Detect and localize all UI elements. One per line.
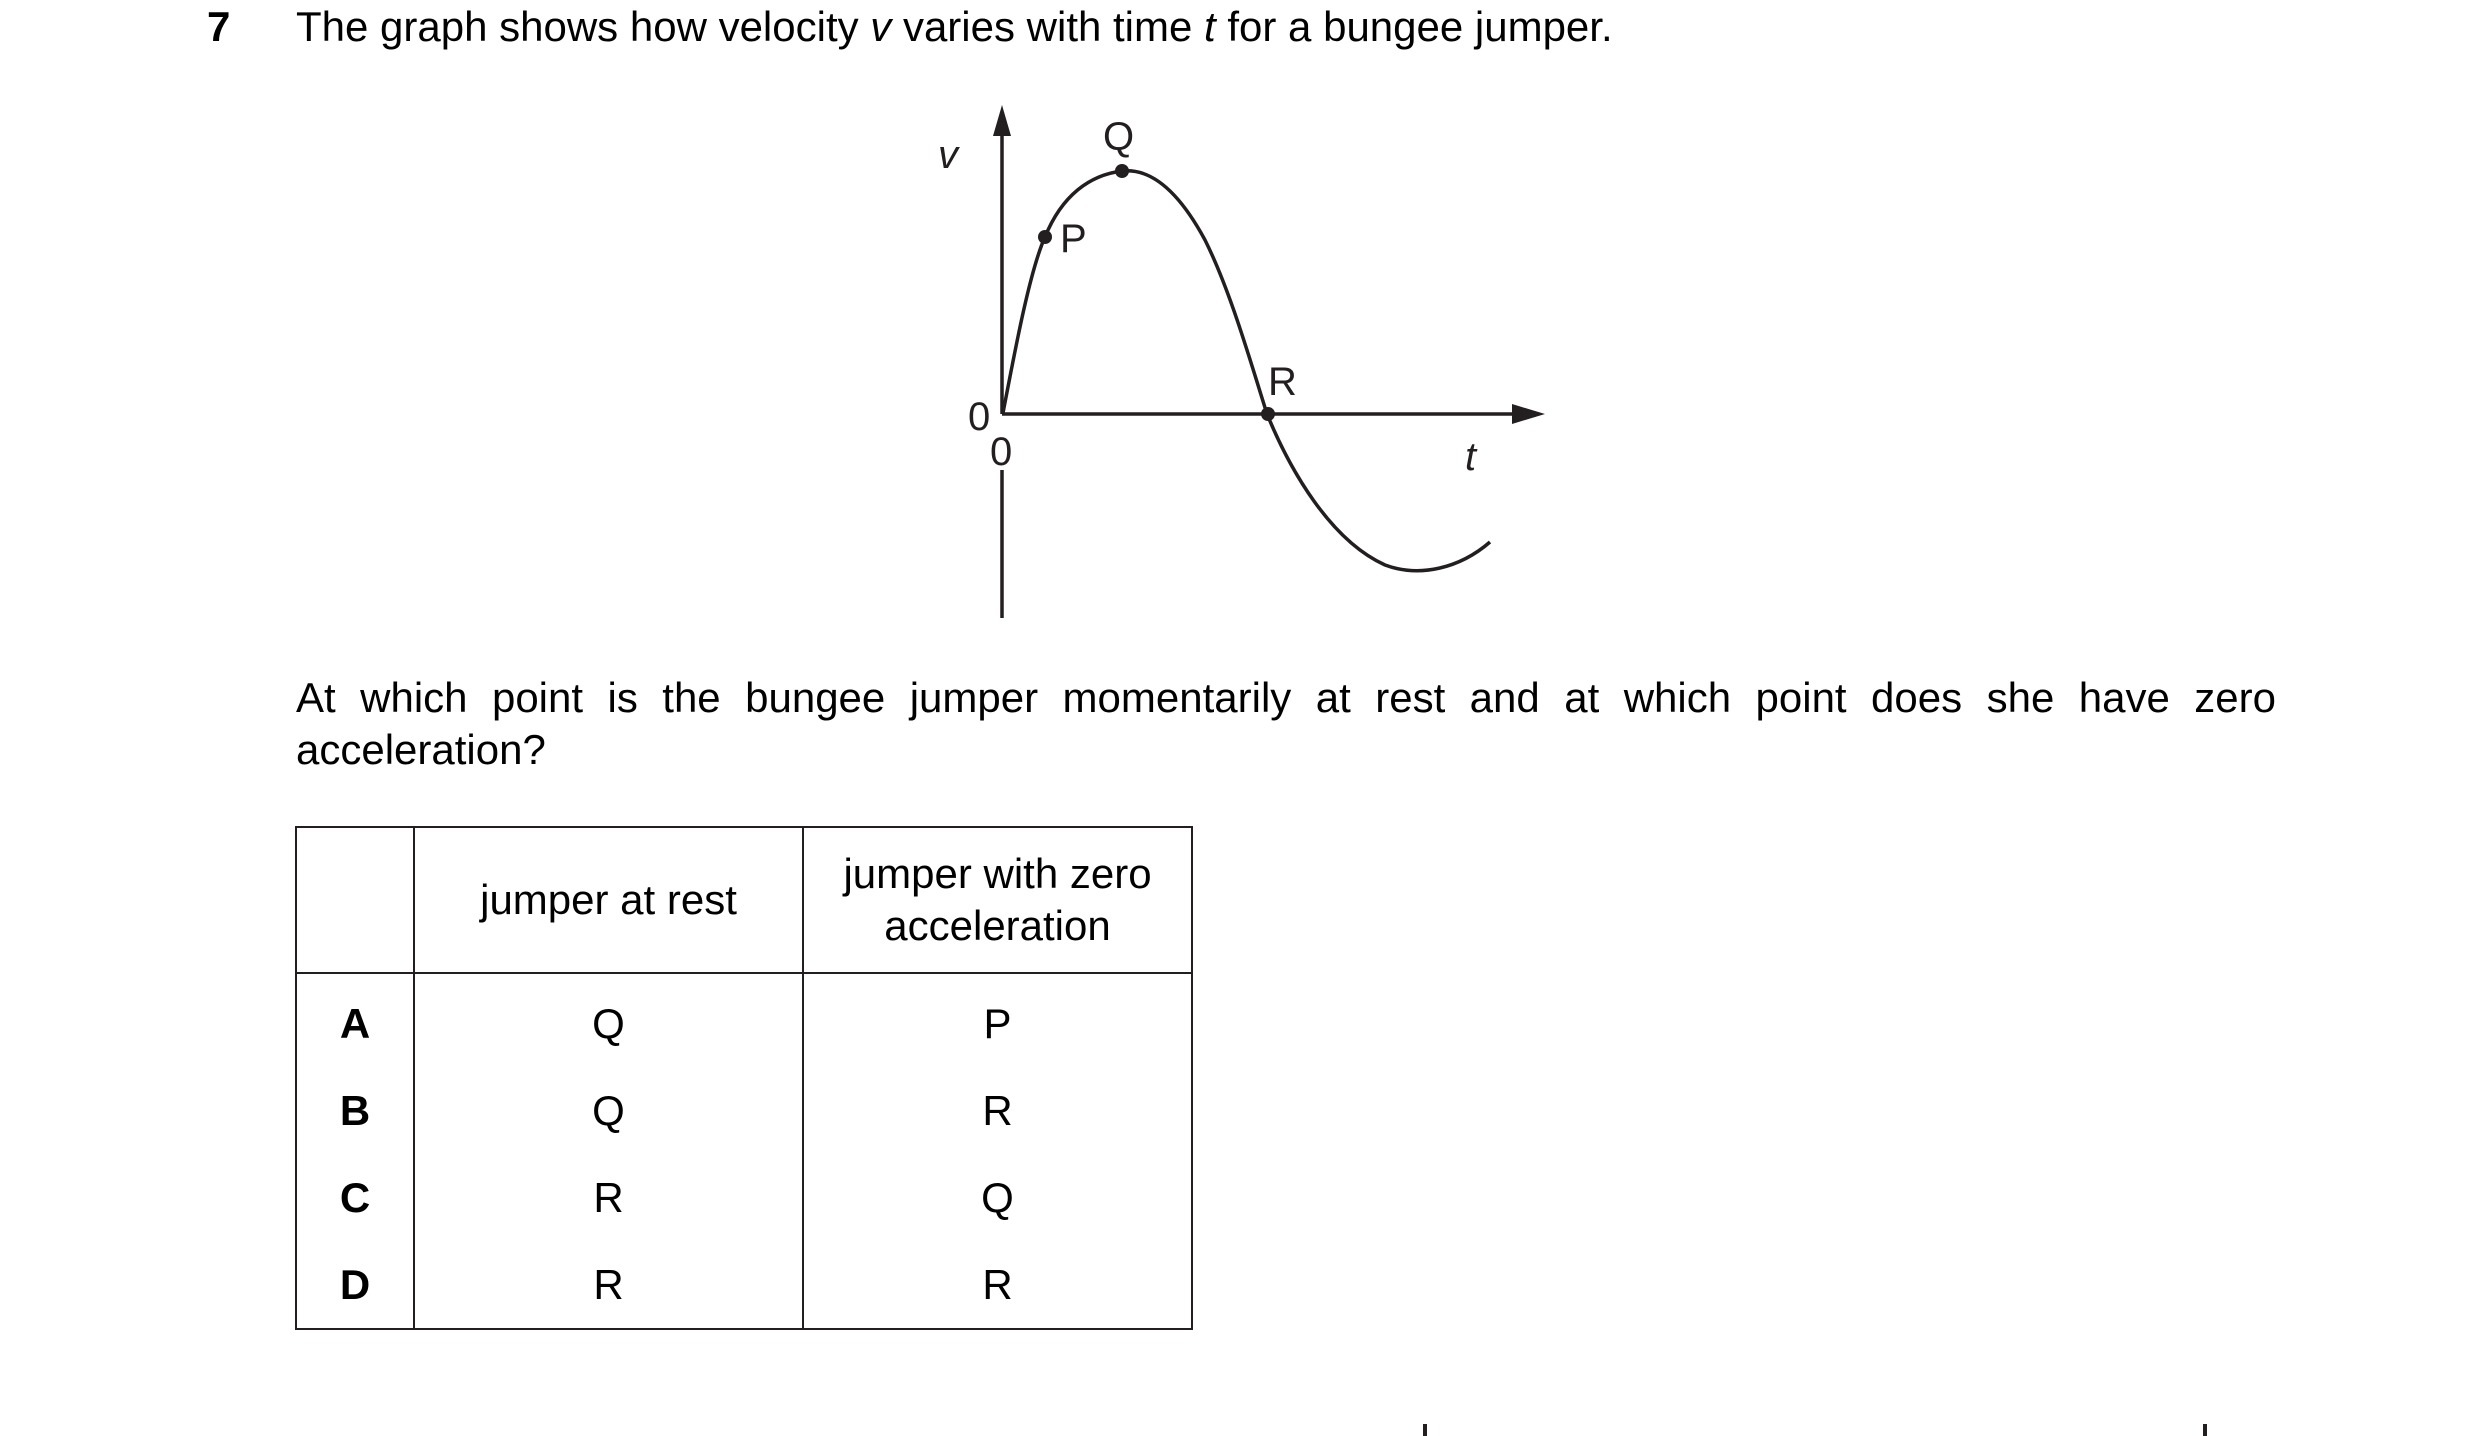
answer-table bbox=[295, 826, 1193, 1330]
x-axis-arrowhead bbox=[1512, 404, 1545, 424]
origin-label-y: 0 bbox=[968, 395, 991, 439]
option-label: D bbox=[296, 1241, 414, 1329]
zero-acceleration-cell: R bbox=[803, 1067, 1192, 1154]
page-edge-mark bbox=[2203, 1424, 2207, 1436]
zero-acceleration-cell: R bbox=[803, 1241, 1192, 1329]
stem-text-2: varies with time bbox=[891, 3, 1205, 50]
y-axis-arrowhead bbox=[993, 105, 1011, 136]
point-r bbox=[1261, 407, 1275, 421]
page-edge-mark bbox=[1423, 1424, 1427, 1436]
at-rest-cell: R bbox=[414, 1241, 803, 1329]
velocity-time-graph bbox=[930, 95, 1570, 635]
table-row bbox=[296, 973, 1192, 1067]
question-prompt: At which point is the bungee jumper momentarily at rest and at which point does she have zero acceleration? bbox=[296, 674, 2276, 773]
at-rest-cell: Q bbox=[414, 973, 803, 1067]
header-at-rest: jumper at rest bbox=[414, 827, 803, 973]
y-axis-label: v bbox=[938, 133, 958, 177]
question-number: 7 bbox=[207, 3, 231, 50]
at-rest-cell: R bbox=[414, 1154, 803, 1241]
header-zero-acceleration bbox=[803, 827, 1192, 973]
point-p bbox=[1038, 230, 1052, 244]
point-r-label: R bbox=[1268, 360, 1297, 404]
point-p-label: P bbox=[1060, 217, 1087, 261]
at-rest-cell: Q bbox=[414, 1067, 803, 1154]
table-row bbox=[296, 1154, 1192, 1241]
option-label: C bbox=[296, 1154, 414, 1241]
stem-text-3: for a bungee jumper. bbox=[1215, 3, 1613, 50]
question-stem bbox=[296, 2, 1613, 52]
table-row bbox=[296, 1067, 1192, 1154]
header-zero-acceleration-line2: acceleration bbox=[884, 902, 1111, 949]
origin-label-x: 0 bbox=[990, 430, 1013, 474]
stem-symbol-t: t bbox=[1204, 3, 1216, 50]
point-q-label: Q bbox=[1103, 115, 1135, 159]
zero-acceleration-cell: P bbox=[803, 973, 1192, 1067]
header-zero-acceleration-line1: jumper with zero bbox=[843, 850, 1152, 897]
point-q bbox=[1115, 164, 1129, 178]
option-label: A bbox=[296, 973, 414, 1067]
table-header-row bbox=[296, 827, 1192, 973]
x-axis-label: t bbox=[1465, 435, 1477, 479]
table-row bbox=[296, 1241, 1192, 1329]
stem-symbol-v: v bbox=[870, 3, 892, 50]
zero-acceleration-cell: Q bbox=[803, 1154, 1192, 1241]
stem-text-1: The graph shows how velocity bbox=[296, 3, 871, 50]
header-option bbox=[296, 827, 414, 973]
option-label: B bbox=[296, 1067, 414, 1154]
